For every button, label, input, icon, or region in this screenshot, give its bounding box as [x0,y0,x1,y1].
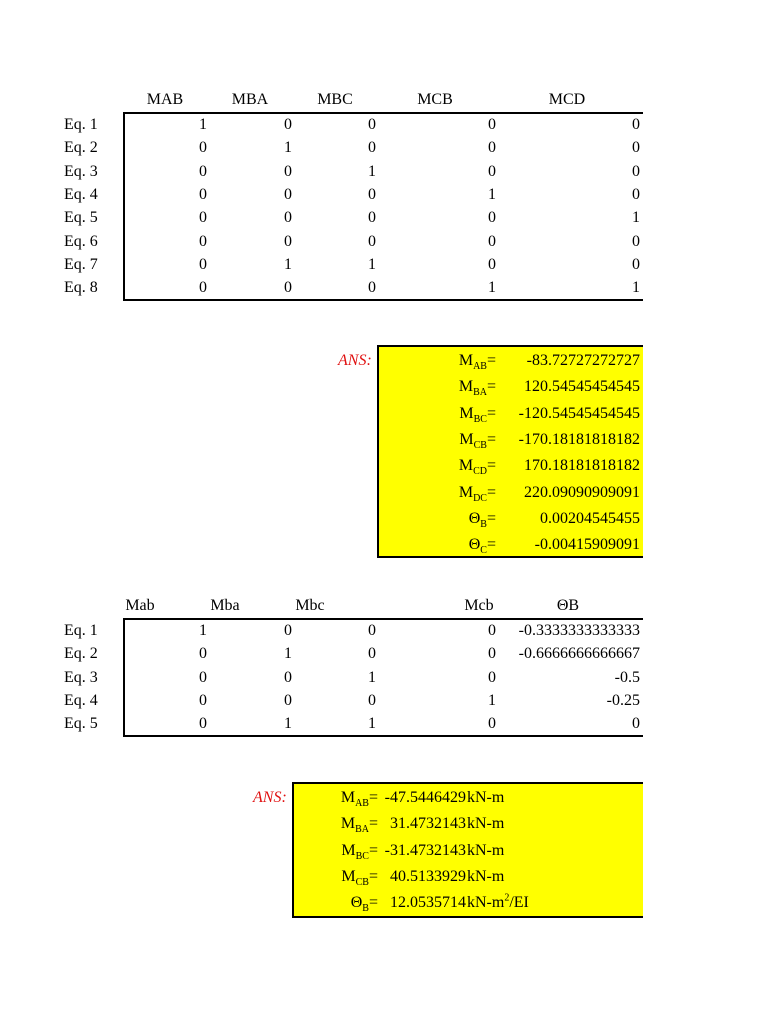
answer1-symbol [458,457,496,478]
answer2-unit-text: kN-m [467,815,505,833]
table1-cell: 0 [632,255,640,273]
table2-cell: 1 [284,715,292,733]
answer2-unit-tail: /EI [509,894,529,912]
table1-cell: 0 [488,232,496,250]
table2-cell: 0 [368,622,376,639]
answer1-symbol-letter: M [458,378,474,396]
answer2-symbol-letter: M [340,789,356,806]
table1-cell: 0 [368,209,376,227]
answer2-equals: = [368,867,378,885]
table1-row-label: Eq. 3 [64,162,98,180]
table2-cell: -0.25 [606,691,640,709]
answer2-symbol-subscript: B [362,903,369,915]
answer1-symbol-letter: Θ [468,536,481,554]
table1-header-mba: MBA [231,91,269,108]
table2-row-label: Eq. 1 [64,622,98,639]
table2-cell: -0.5 [614,668,640,686]
answer2-unit-text: kN-m [467,789,505,806]
table1-cell: 0 [488,139,496,157]
table2-header-mba: Mba [210,597,240,614]
answer1-value: -170.18181818182 [518,430,640,448]
table2-header-mcb: Mcb [464,597,494,614]
table1-row-label: Eq. 7 [64,255,98,273]
answer2-symbol [350,894,378,915]
answer2-value: -47.5446429 [384,789,466,806]
answer1-symbol-subscript: CB [473,440,487,452]
answer2-unit [467,789,504,807]
answer1-equals: = [486,430,496,448]
table1-cell: 1 [284,255,292,273]
table1-cell: 0 [199,232,207,250]
answer1-symbol-subscript: BC [473,413,487,425]
answer2-equals: = [368,841,378,859]
table2-cell: 0 [284,622,292,639]
answer2-value: 40.5133929 [390,867,466,885]
answer1-symbol-subscript: C [480,545,487,557]
answer2-unit [467,842,504,860]
answer1-value: 170.18181818182 [524,457,640,475]
answer1-equals: = [486,536,496,554]
table1-row-label: Eq. 1 [64,116,98,133]
table2-cell: 0 [488,622,496,639]
table2-row-label: Eq. 3 [64,668,98,686]
table1-row-label: Eq. 2 [64,139,98,157]
table1-header-mcb: MCB [417,91,453,108]
answer1-equals: = [486,457,496,475]
answer2-equals: = [368,815,378,833]
table2-cell: 1 [199,622,207,639]
table1-row-label: Eq. 4 [64,185,98,203]
answer2-unit [467,868,504,886]
table2-cell: 0 [368,691,376,709]
table1-row-label: Eq. 5 [64,209,98,227]
table1-cell: 0 [284,209,292,227]
answer2-unit-text: kN-m [467,894,505,912]
table1-cell: 0 [284,185,292,203]
answer1-symbol [459,430,496,452]
table2-row-label: Eq. 5 [64,715,98,733]
table2-cell: 0 [368,645,376,663]
table1-cell: 0 [284,116,292,133]
table2-cell: 0 [488,645,496,663]
table2-header-mbc: Mbc [295,597,325,614]
answer1-symbol-letter: M [459,430,474,448]
answer1-value: -83.72727272727 [526,352,640,369]
answer2-symbol-letter: M [341,841,356,859]
table1-cell: 0 [368,185,376,203]
answer1-equals: = [486,378,496,396]
answer1-symbol-subscript: CD [473,466,487,478]
answer1-symbol [468,536,496,557]
answer1-value: 120.54545454545 [524,378,640,396]
answer1-symbol [458,352,496,373]
table1-cell: 0 [632,162,640,180]
table1-cell: 0 [488,209,496,227]
answer2-label: ANS: [253,789,287,806]
answer2-value: -31.4732143 [384,841,466,859]
table2-row-label: Eq. 4 [64,691,98,709]
table1-cell: 0 [632,139,640,157]
table2-cell: 0 [488,715,496,733]
answer1-equals: = [486,352,496,369]
answer1-symbol [459,405,496,423]
table2-cell: 0 [199,668,207,686]
answer1-equals: = [486,483,496,501]
table1-row-label: Eq. 8 [64,279,98,297]
answer1-symbol-letter: M [458,352,474,369]
table1-cell: 0 [199,185,207,203]
answer2-value: 31.4732143 [390,815,466,833]
answer2-value: 12.0535714 [390,894,466,912]
answer2-unit-text: kN-m [467,867,505,885]
table2-cell: -0.6666666666667 [518,645,640,663]
table2-header-mab: Mab [125,597,155,614]
answer1-value: -0.00415909091 [534,536,640,554]
table1-cell: 0 [488,255,496,273]
table1-cell: 0 [368,232,376,250]
table1-cell: 0 [199,162,207,180]
table1-cell: 0 [199,209,207,227]
table1-header-mcd: MCD [548,91,586,108]
table1-cell: 0 [284,162,292,180]
answer2-unit [467,815,504,833]
table1-cell: 1 [488,279,496,297]
answer1-symbol [458,378,496,399]
table1-cell: 1 [632,279,640,297]
table1-cell: 0 [488,116,496,133]
table1-cell: 0 [199,279,207,297]
answer1-equals: = [486,404,496,422]
answer1-value: -120.54545454545 [518,404,640,422]
table1-cell: 0 [368,139,376,157]
table1-cell: 0 [632,116,640,133]
table2-cell: 0 [284,668,292,686]
table1-cell: 1 [368,255,376,273]
table2-cell: 1 [488,691,496,709]
table2-cell: 0 [488,668,496,686]
table1-header-mbc: MBC [317,91,353,108]
table1-cell: 0 [199,139,207,157]
table1-cell: 0 [368,116,376,133]
answer2-symbol [341,842,378,860]
table1-cell: 1 [284,139,292,157]
table1-cell: 0 [368,279,376,297]
table1-cell: 0 [199,255,207,273]
table1-cell: 1 [199,116,207,133]
table1-cell: 0 [632,185,640,203]
answer2-symbol [340,789,378,810]
answer1-symbol-letter: M [458,457,474,475]
table2-cell: -0.3333333333333 [518,622,640,639]
answer2-symbol-letter: M [341,867,356,885]
answer1-symbol [469,510,496,528]
answer2-symbol-subscript: AB [355,798,369,810]
table1-header-mab: MAB [146,91,184,108]
answer1-symbol-subscript: BA [473,387,487,399]
answer1-value: 220.09090909091 [524,483,640,501]
table1-cell: 0 [488,162,496,180]
table2-cell: 0 [284,691,292,709]
answer2-equals: = [368,894,378,912]
answer1-symbol-subscript: DC [473,492,487,504]
table1-cell: 0 [284,279,292,297]
answer1-symbol-letter: Θ [468,509,481,527]
table1-cell: 0 [284,232,292,250]
table2-cell: 1 [368,668,376,686]
table1-cell: 1 [488,185,496,203]
table2-cell: 0 [199,715,207,733]
answer2-symbol-letter: Θ [350,894,363,912]
table1-cell: 0 [632,232,640,250]
table2-cell: 1 [368,715,376,733]
answer2-unit-superscript: 2 [504,892,510,904]
answer2-equals: = [368,789,378,806]
answer2-symbol-subscript: BC [355,850,369,862]
table2-row-label: Eq. 2 [64,645,98,663]
answer1-equals: = [486,509,496,527]
answer1-symbol [459,484,496,502]
table2-header-theta-b: ΘB [556,597,580,614]
table2-cell: 1 [284,645,292,663]
answer1-symbol-letter: M [459,404,474,422]
answer2-unit [467,894,529,912]
answer2-symbol-letter: M [340,815,356,833]
answer1-symbol-letter: M [458,483,474,501]
table1-row-label: Eq. 6 [64,232,98,250]
answer2-symbol [340,815,378,836]
answer1-symbol-subscript: B [480,518,487,530]
table2-cell: 0 [632,715,640,733]
table1-cell: 1 [632,209,640,227]
table2-cell: 0 [199,691,207,709]
answer1-label: ANS: [338,352,372,369]
answer2-symbol-subscript: BA [355,824,369,836]
answer2-unit-text: kN-m [467,841,505,859]
answer2-symbol [341,867,378,889]
table1-cell: 1 [368,162,376,180]
answer2-symbol-subscript: CB [355,877,369,889]
table2-cell: 0 [199,645,207,663]
answer1-value: 0.00204545455 [540,509,640,527]
answer1-symbol-subscript: AB [473,361,487,373]
